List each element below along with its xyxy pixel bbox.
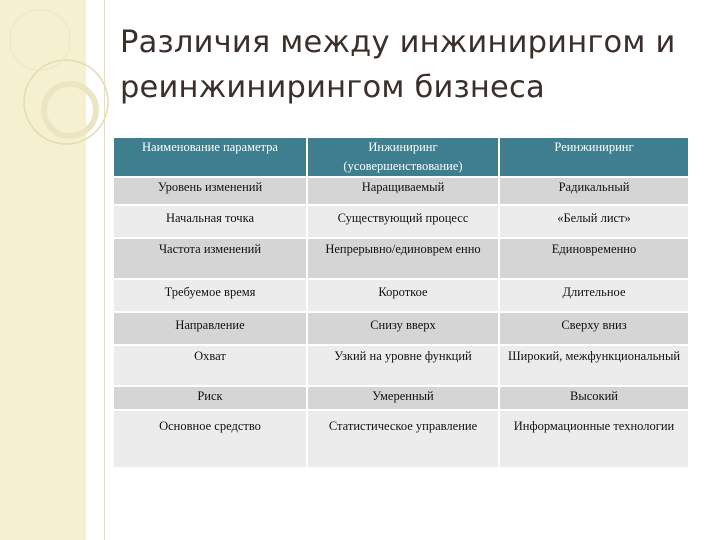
table-row xyxy=(114,386,688,410)
cell-engineering: Короткое xyxy=(307,279,499,312)
decorative-vertical-line xyxy=(104,0,105,540)
header-parameter: Наименование параметра xyxy=(114,138,307,177)
table-row xyxy=(114,279,688,312)
cell-parameter: Риск xyxy=(114,386,307,410)
cell-engineering: Умеренный xyxy=(307,386,499,410)
slide-title: Различия между инжинирингом и реинжинирингом бизнеса xyxy=(120,25,676,105)
cell-parameter: Начальная точка xyxy=(114,205,307,238)
table-row xyxy=(114,205,688,238)
cell-engineering: Узкий на уровне функций xyxy=(307,345,499,386)
table-row xyxy=(114,345,688,386)
table-row xyxy=(114,312,688,345)
cell-parameter: Охват xyxy=(114,345,307,386)
cell-engineering: Наращиваемый xyxy=(307,177,499,205)
cell-parameter: Частота изменений xyxy=(114,238,307,279)
cell-engineering: Снизу вверх xyxy=(307,312,499,345)
cell-reengineering: Единовременно xyxy=(499,238,688,279)
cell-parameter: Уровень изменений xyxy=(114,177,307,205)
cell-reengineering: Высокий xyxy=(499,386,688,410)
cell-reengineering: Широкий, межфункциональный xyxy=(499,345,688,386)
cell-parameter: Основное средство xyxy=(114,410,307,467)
cell-reengineering: Информационные технологии xyxy=(499,410,688,467)
table-row xyxy=(114,410,688,467)
cell-engineering: Непрерывно/единоврем енно xyxy=(307,238,499,279)
table-row xyxy=(114,238,688,279)
cell-reengineering: Сверху вниз xyxy=(499,312,688,345)
header-engineering: Инжиниринг (усовершенствование) xyxy=(307,138,499,177)
cell-engineering: Существующий процесс xyxy=(307,205,499,238)
cell-reengineering: «Белый лист» xyxy=(499,205,688,238)
comparison-table xyxy=(114,138,688,467)
decorative-circles xyxy=(0,0,120,180)
cell-reengineering: Длительное xyxy=(499,279,688,312)
cell-parameter: Направление xyxy=(114,312,307,345)
header-reengineering: Реинжиниринг xyxy=(499,138,688,177)
cell-parameter: Требуемое время xyxy=(114,279,307,312)
cell-reengineering: Радикальный xyxy=(499,177,688,205)
table-row xyxy=(114,177,688,205)
cell-engineering: Статистическое управление xyxy=(307,410,499,467)
table-header-row xyxy=(114,138,688,177)
